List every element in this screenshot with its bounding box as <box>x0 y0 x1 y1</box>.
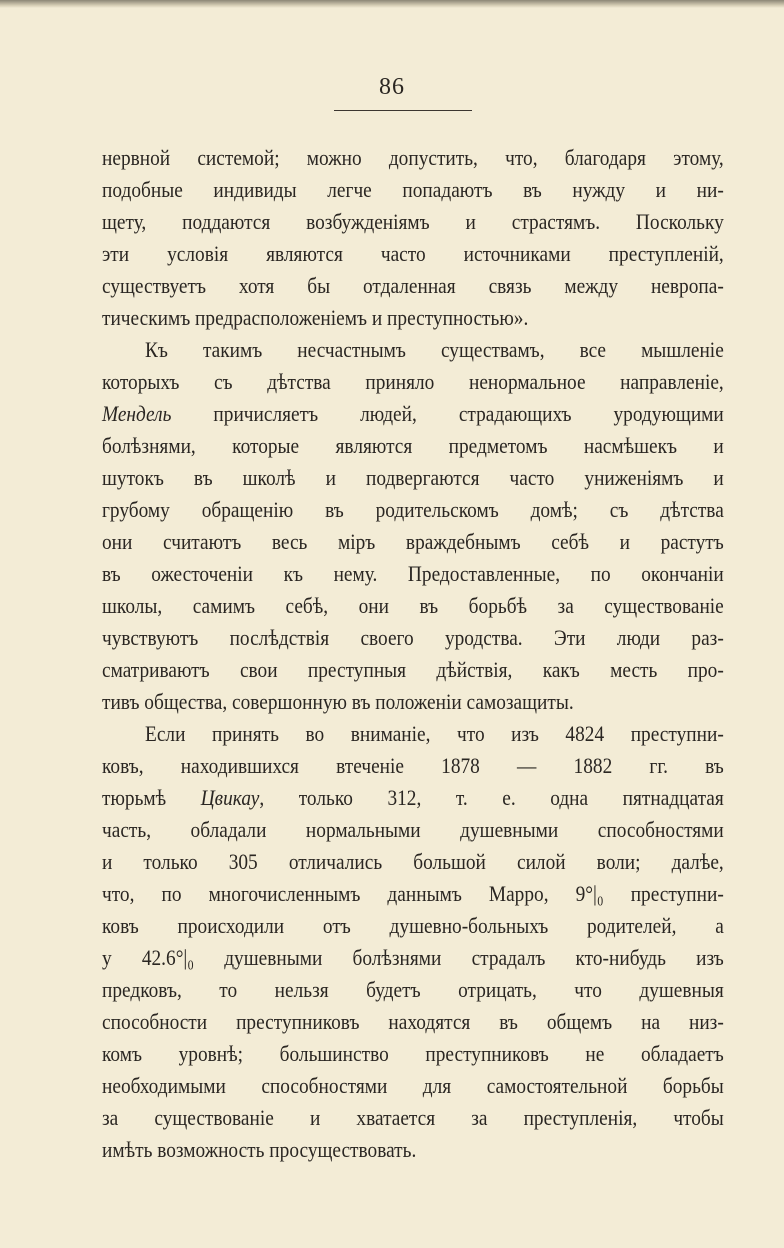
italic-name-mendel: Мендель <box>102 401 172 426</box>
text-line: школы, самимъ себѣ, они въ борьбѣ за существованіе <box>102 593 724 618</box>
text-line: ковъ происходили отъ душевно-больныхъ родителей, а <box>102 913 724 938</box>
text-line: что, по многочисленнымъ даннымъ Марро, 9°|₀ преступни- <box>102 881 724 906</box>
text-line: необходимыми способностями для самостоятельной борьбы <box>102 1073 724 1098</box>
page-number-rule <box>334 110 472 111</box>
text-line: тивъ общества, совершонную въ положеніи самозащиты. <box>102 689 574 714</box>
text-line: за существованіе и хватается за преступленія, чтобы <box>102 1105 724 1130</box>
text-line: подобные индивиды легче попадаютъ въ нужду и ни- <box>102 177 724 202</box>
text-line-with-italic-name: тюрьмѣ Цвикау, только 312, т. е. одна пятнадцатая <box>102 785 724 810</box>
text-line: чувствуютъ послѣдствія своего уродства. Эти люди раз- <box>102 625 724 650</box>
text-line: нервной системой; можно допустить, что, благодаря этому, <box>102 145 724 170</box>
page-top-edge <box>0 0 784 8</box>
text-line: у 42.6°|₀ душевными болѣзнями страдалъ кто-нибудь изъ <box>102 945 724 970</box>
text-line: сматриваютъ свои преступныя дѣйствія, какъ месть про- <box>102 657 724 682</box>
text-line: тическимъ предрасположеніемъ и преступностью». <box>102 305 529 330</box>
text-line: комъ уровнѣ; большинство преступниковъ не обладаетъ <box>102 1041 724 1066</box>
text-line: ковъ, находившихся втеченіе 1878 — 1882 гг. въ <box>102 753 724 778</box>
paragraph-start-line: Если принять во вниманіе, что изъ 4824 преступни- <box>145 721 724 746</box>
text-line: существуетъ хотя бы отдаленная связь между невропа- <box>102 273 724 298</box>
text-line-with-italic-name: Мендель причисляетъ людей, страдающихъ уродующими <box>102 401 724 426</box>
italic-name-zwickau: Цвикау <box>200 785 260 810</box>
body-text <box>102 142 724 1166</box>
text-line: которыхъ съ дѣтства приняло ненормальное направленіе, <box>102 369 724 394</box>
text-line: часть, обладали нормальными душевными способностями <box>102 817 724 842</box>
text-line: болѣзнями, которые являются предметомъ насмѣшекъ и <box>102 433 724 458</box>
text-line: предковъ, то нельзя будетъ отрицать, что душевныя <box>102 977 724 1002</box>
text-line: и только 305 отличались большой силой воли; далѣе, <box>102 849 724 874</box>
text-line: имѣть возможность просуществовать. <box>102 1137 417 1162</box>
text-line: шутокъ въ школѣ и подвергаются часто униженіямъ и <box>102 465 724 490</box>
text-line: эти условія являются часто источниками преступленій, <box>102 241 724 266</box>
text-line: способности преступниковъ находятся въ общемъ на низ- <box>102 1009 724 1034</box>
paragraph-start-line: Къ такимъ несчастнымъ существамъ, все мышленіе <box>145 337 724 362</box>
text-line: они считаютъ весь міръ враждебнымъ себѣ и растутъ <box>102 529 724 554</box>
text-line: грубому обращенію въ родительскомъ домѣ; съ дѣтства <box>102 497 724 522</box>
text-line: щету, поддаются возбужденіямъ и страстямъ. Поскольку <box>102 209 724 234</box>
page-number: 86 <box>379 74 405 100</box>
text-line: въ ожесточеніи къ нему. Предоставленные, по окончаніи <box>102 561 724 586</box>
